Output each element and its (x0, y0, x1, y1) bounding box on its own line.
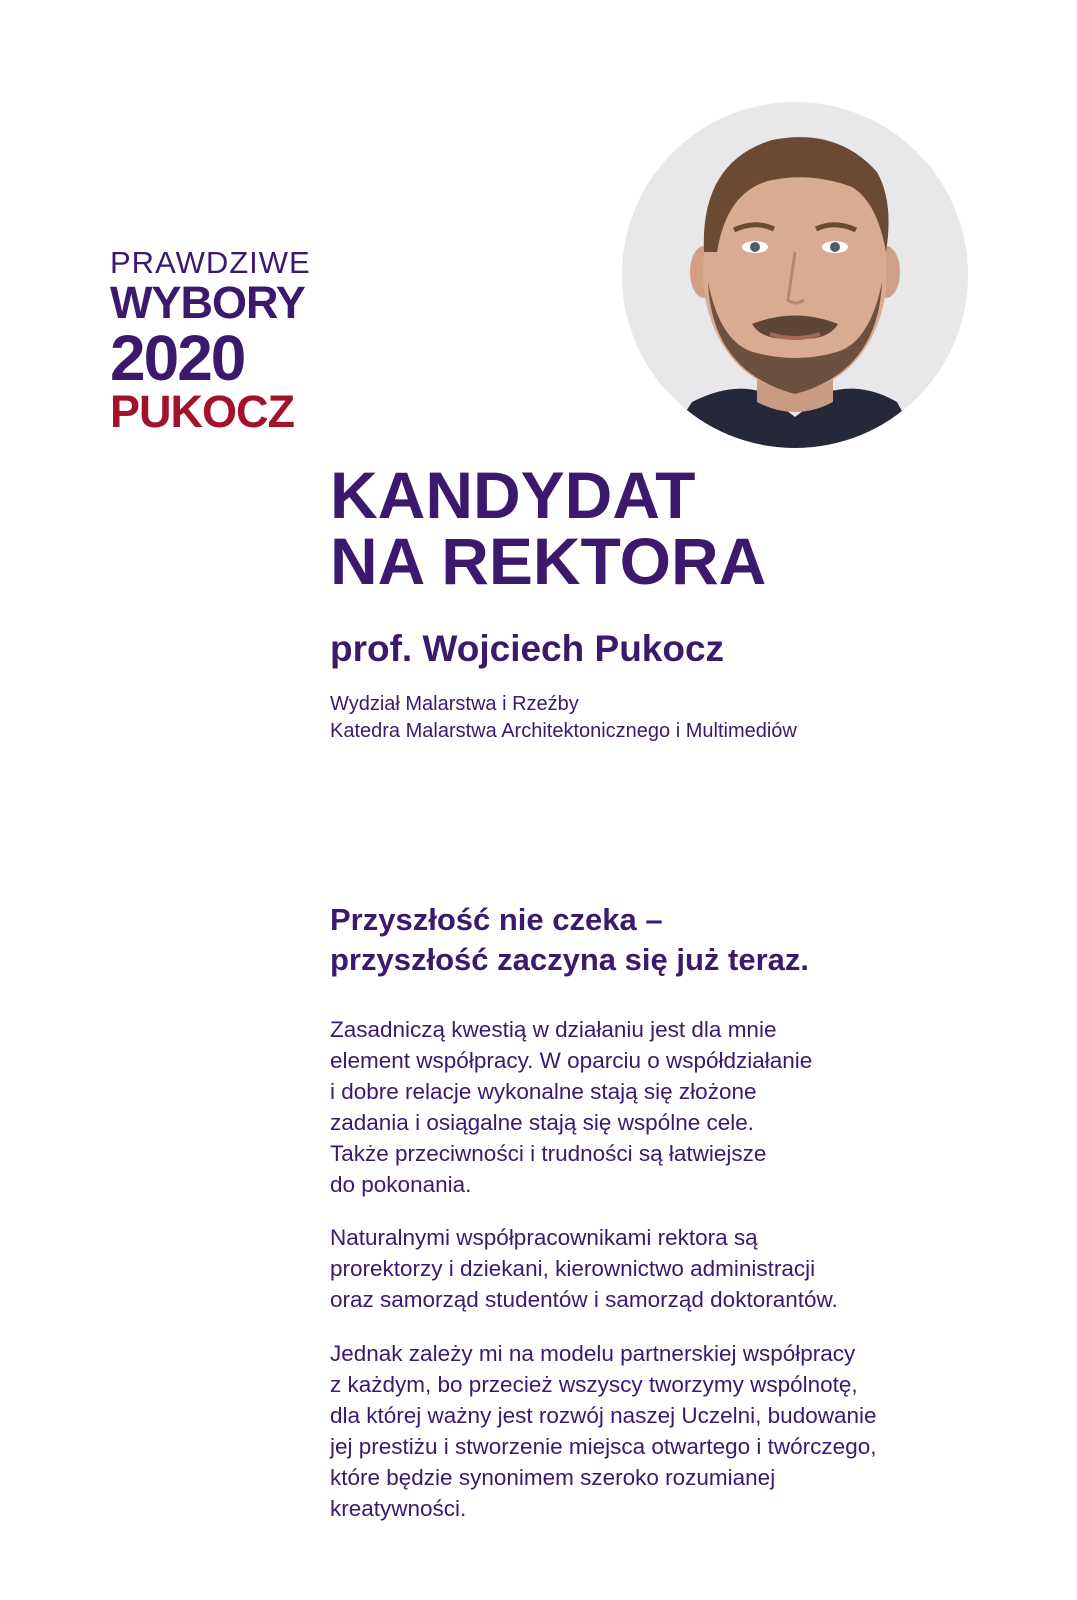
headline (330, 458, 767, 598)
paragraph-line: do pokonania. (330, 1172, 472, 1197)
paragraph-line: Naturalnymi współpracownikami rektora są (330, 1225, 758, 1250)
headline-line-2: NA REKTORA (330, 524, 767, 598)
candidate-affiliation (330, 691, 797, 745)
paragraph-partnership (330, 1338, 990, 1524)
paragraph-line: kreatywności. (330, 1496, 467, 1521)
logo-line-year: 2020 (110, 322, 245, 394)
paragraph-line: i dobre relacje wykonalne stają się złożone (330, 1079, 757, 1104)
campaign-logo (110, 245, 330, 437)
motto (330, 900, 809, 980)
paragraph-line: zadania i osiągalne stają się wspólne cele. (330, 1110, 755, 1135)
paragraph-line: Zasadniczą kwestią w działaniu jest dla mnie (330, 1017, 777, 1042)
candidate-portrait (622, 102, 968, 448)
motto-line-2: przyszłość zaczyna się już teraz. (330, 942, 809, 977)
paragraph-line: element współpracy. W oparciu o współdziałanie (330, 1048, 813, 1073)
paragraph-collaborators (330, 1222, 990, 1315)
faculty: Wydział Malarstwa i Rzeźby (330, 693, 579, 715)
logo-line-wybory: WYBORY (110, 277, 305, 328)
paragraph-line: Jednak zależy mi na modelu partnerskiej współpracy (330, 1341, 856, 1366)
logo-line-prawdziwe: PRAWDZIWE (110, 245, 311, 280)
paragraph-line: dla której ważny jest rozwój naszej Uczelni, budowanie (330, 1403, 877, 1428)
candidate-name: prof. Wojciech Pukocz (330, 628, 725, 669)
logo-line-pukocz: PUKOCZ (110, 386, 294, 437)
motto-line-1: Przyszłość nie czeka – (330, 902, 663, 937)
paragraph-line: które będzie synonimem szeroko rozumianej (330, 1465, 776, 1490)
portrait-illustration (622, 102, 968, 448)
paragraph-line: z każdym, bo przecież wszyscy tworzymy wspólnotę, (330, 1372, 858, 1397)
headline-line-1: KANDYDAT (330, 458, 696, 532)
paragraph-line: jej prestiżu i stworzenie miejsca otwartego i twórczego, (330, 1434, 877, 1459)
department: Katedra Malarstwa Architektonicznego i Multimediów (330, 720, 797, 742)
paragraph-cooperation (330, 1014, 990, 1200)
paragraph-line: oraz samorząd studentów i samorząd doktorantów. (330, 1287, 838, 1312)
paragraph-line: Także przeciwności i trudności są łatwiejsze (330, 1141, 767, 1166)
paragraph-line: prorektorzy i dziekani, kierownictwo administracji (330, 1256, 816, 1281)
